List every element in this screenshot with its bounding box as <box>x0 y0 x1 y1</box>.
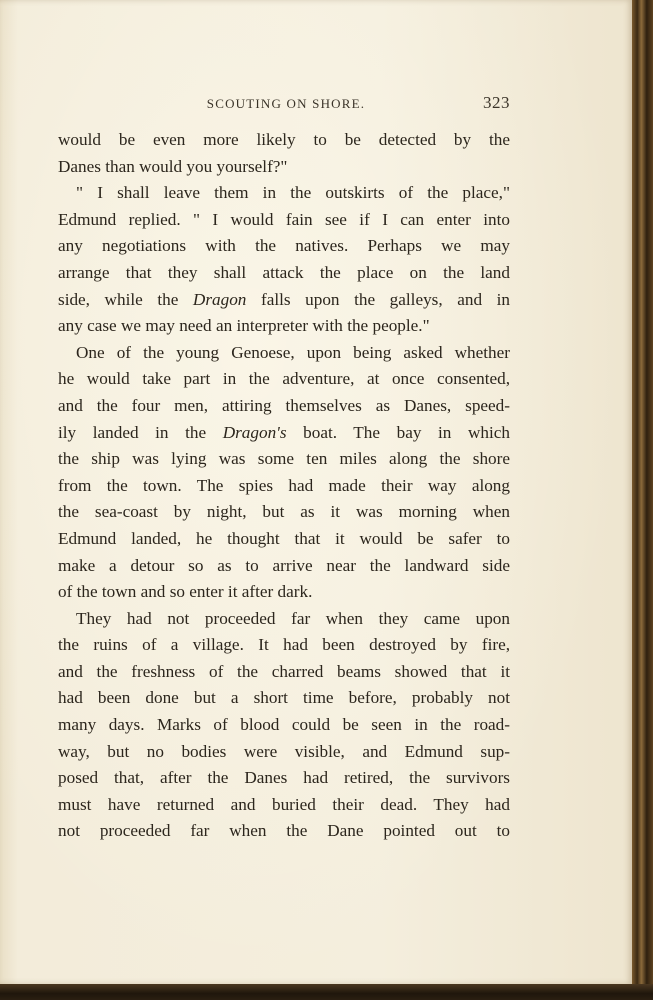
body-text <box>58 127 510 845</box>
text-run: ily landed in the <box>58 422 223 442</box>
text-line: the ruins of a village. It had been destroyed by fire, <box>58 635 510 655</box>
text-line: arrange that they shall attack the place on the land <box>58 262 510 282</box>
text-line: from the town. The spies had made their way along <box>58 475 510 495</box>
text-line <box>58 420 510 447</box>
text-line: make a detour so as to arrive near the landward side <box>58 555 510 575</box>
ship-name-italic: Dragon's <box>222 422 287 442</box>
text-line <box>58 287 510 314</box>
text-line: not proceeded far when the Dane pointed out to <box>58 821 510 841</box>
text-line: the ship was lying was some ten miles along the shore <box>58 449 510 469</box>
text-line: Edmund replied. " I would fain see if I can enter into <box>58 209 510 229</box>
book-edge-right <box>632 0 653 1000</box>
text-line: many days. Marks of blood could be seen in the road- <box>58 715 510 735</box>
text-run: boat. The bay in which <box>286 422 510 442</box>
text-line: of the town and so enter it after dark. <box>58 582 313 602</box>
text-line: way, but no bodies were visible, and Edmund sup- <box>58 741 510 761</box>
text-line: must have returned and buried their dead. They had <box>58 794 510 814</box>
ship-name-italic: Dragon <box>192 289 247 309</box>
text-line: and the freshness of the charred beams showed that it <box>58 661 510 681</box>
book-edge-bottom <box>0 984 653 1000</box>
text-line: would be even more likely to be detected by the <box>58 130 510 149</box>
text-line: posed that, after the Danes had retired, the survivors <box>58 768 510 788</box>
text-line: had been done but a short time before, probably not <box>58 688 510 708</box>
text-line: and the four men, attiring themselves as Danes, speed- <box>58 395 510 415</box>
text-line: Danes than would you yourself?" <box>58 156 288 176</box>
page-number: 323 <box>483 93 510 112</box>
text-line: One of the young Genoese, upon being asked whether <box>76 342 510 362</box>
text-line: the sea-coast by night, but as it was morning when <box>58 502 510 522</box>
text-line: any negotiations with the natives. Perhaps we may <box>58 236 510 256</box>
page-header <box>62 93 510 115</box>
text-line: any case we may need an interpreter with the people." <box>58 316 430 336</box>
text-line: he would take part in the adventure, at once consented, <box>58 369 510 389</box>
text-line: They had not proceeded far when they came upon <box>76 608 510 628</box>
text-run: side, while the <box>58 289 193 309</box>
text-line: Edmund landed, he thought that it would be safer to <box>58 528 510 548</box>
running-head: SCOUTING ON SHORE. <box>206 96 366 111</box>
text-line: " I shall leave them in the outskirts of the place," <box>76 183 510 203</box>
text-run: falls upon the galleys, and in <box>246 289 510 309</box>
